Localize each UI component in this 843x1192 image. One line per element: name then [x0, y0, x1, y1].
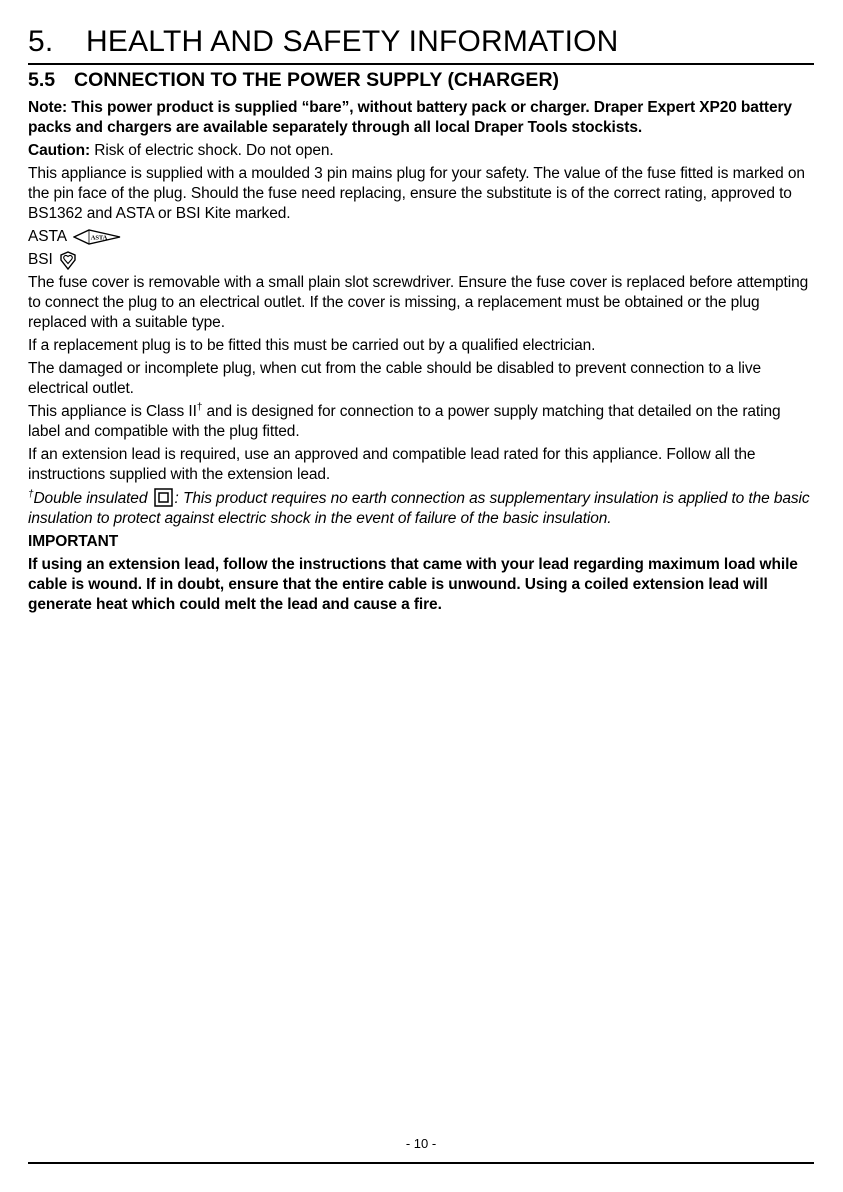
extension-lead-paragraph: If an extension lead is required, use an approved and compatible lead rated for this appliance. Follow all the instructions supplied with the extension lead. [28, 446, 756, 483]
class-ii-text-end: and is designed for connection to a power supply matching that detailed on the rating label and compatible with the plug fitted. [28, 403, 781, 440]
footnote-dagger: † [28, 488, 34, 500]
replacement-plug-paragraph: If a replacement plug is to be fitted this must be carried out by a qualified electrician. [28, 337, 596, 354]
class-ii-text-start: This appliance is Class II [28, 403, 197, 420]
fuse-cover-paragraph: The fuse cover is removable with a small plain slot screwdriver. Ensure the fuse cover is replaced before attempting to connect the plug to an electrical outlet. If the cover is missing, a replacement must be obtained or the plug replaced with a suitable type. [28, 274, 809, 331]
caution-text: Risk of electric shock. Do not open. [90, 142, 334, 159]
chapter-title: HEALTH AND SAFETY INFORMATION [86, 25, 619, 58]
footer-divider [28, 1162, 814, 1164]
caution-paragraph [28, 141, 814, 161]
caution-label: Caution: [28, 142, 91, 159]
asta-mark-text: ASTA [90, 234, 108, 242]
double-insulated-icon [154, 488, 173, 507]
chapter-heading [28, 24, 814, 60]
bsi-line [28, 250, 814, 270]
asta-line [28, 227, 814, 247]
class-ii-dagger: † [196, 401, 203, 413]
note-paragraph: Note: This power product is supplied “bare”, without battery pack or charger. Draper Expert XP20 battery packs and chargers are available separately through all local Draper Tools stockists. [28, 99, 792, 136]
important-warning: If using an extension lead, follow the instructions that came with your lead regarding maximum load while cable is wound. If in doubt, ensure that the entire cable is unwound. Using a coiled extension lead will generate heat which could melt the lead and cause a fire. [28, 556, 798, 613]
page-number: - 10 - [405, 1136, 437, 1151]
chapter-number: 5. [28, 25, 54, 58]
bsi-kitemark-icon [59, 251, 77, 270]
class-ii-paragraph [28, 402, 814, 442]
important-heading: IMPORTANT [28, 533, 119, 550]
bsi-label: BSI [28, 251, 53, 268]
double-insulated-footnote [28, 488, 814, 529]
manual-page [28, 0, 814, 1192]
section-body [28, 98, 814, 618]
fuse-paragraph: This appliance is supplied with a moulded 3 pin mains plug for your safety. The value of the fuse fitted is marked on the pin face of the plug. Should the fuse need replacing, ensure the substitute is of the correct rating, approved to BS1362 and ASTA or BSI Kite marked. [28, 165, 805, 222]
section-heading [28, 67, 814, 93]
footnote-text-end: : This product requires no earth connection as supplementary insulation is applied to the basic insulation to protect against electric shock in the event of failure of the basic insulation. [28, 490, 810, 527]
asta-label: ASTA [28, 228, 67, 245]
section-number: 5.5 [28, 69, 56, 91]
asta-mark-icon [73, 229, 121, 245]
damaged-plug-paragraph: The damaged or incomplete plug, when cut from the cable should be disabled to prevent connection to a live electrical outlet. [28, 360, 761, 397]
header-divider [28, 63, 814, 65]
section-title: CONNECTION TO THE POWER SUPPLY (CHARGER) [74, 69, 560, 91]
footnote-text-start: Double insulated [33, 490, 152, 507]
